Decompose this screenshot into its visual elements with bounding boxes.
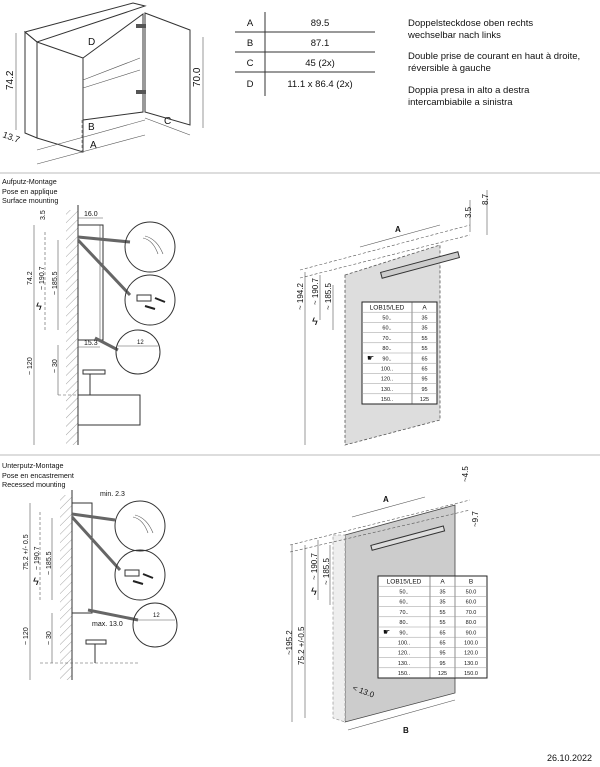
note-line: réversible à gauche (408, 63, 491, 74)
dim-190-7-right-label: ~ 190.7 (310, 553, 319, 580)
surface-mounting-title (2, 177, 58, 206)
table-cell: 65 (439, 630, 446, 637)
max-13-0-label: max. 13.0 (92, 621, 123, 628)
electric-icon: ϟ (36, 301, 42, 313)
label-c: C (164, 116, 172, 127)
dim-3-5-right-label: 3.5 (464, 206, 473, 218)
dim-190-7-right-label: ~ 190.7 (311, 278, 320, 305)
dim-key: C (246, 58, 254, 69)
table-cell: 50.. (382, 315, 392, 322)
dim-value: 45 (2x) (305, 58, 335, 69)
dim-value: 89.5 (310, 18, 330, 29)
title-en: Recessed mounting (2, 480, 66, 489)
table-cell: 70.. (382, 335, 392, 342)
table-cell: 125 (419, 397, 430, 404)
table-header: LOB15/LED (386, 578, 422, 586)
note-line: Double prise de courant en haut à droite, (408, 51, 581, 62)
table-cell: 125 (437, 671, 448, 678)
table-cell: 150.. (397, 671, 411, 678)
table-cell: 65 (421, 356, 428, 363)
table-header: LOB15/LED (369, 304, 405, 312)
table-cell: 80.. (399, 620, 409, 627)
table-cell: 95 (439, 650, 446, 657)
electric-icon: ϟ (312, 316, 318, 328)
dim-75-2-right-label: 75.2 +/-0.5 (297, 626, 306, 665)
table-cell: 100.0 (464, 640, 478, 647)
surface-perspective-view (296, 190, 490, 445)
dim-190-7-label: ~ 190.7 (39, 266, 46, 290)
depth-16-label: 16.0 (84, 211, 98, 218)
dim-195-2-label: ~195.2 (285, 630, 294, 655)
dim-74-2-label: 74.2 (27, 271, 34, 285)
depth-15-3-label: 15.3 (84, 340, 98, 347)
table-header: A (440, 578, 445, 586)
table-cell: 150.0 (464, 671, 478, 678)
table-cell: 35 (421, 315, 428, 322)
detail-12-label: 12 (137, 340, 144, 346)
title-de: Unterputz-Montage (2, 461, 64, 470)
table-cell: 55 (421, 335, 428, 342)
height-74-2-label: 74.2 (5, 70, 16, 90)
dim-a-label: A (395, 225, 401, 234)
pointing-hand-icon: ☛ (367, 353, 375, 363)
dim-30-label: ~ 30 (46, 631, 53, 645)
dim-8-7-label: 8.7 (481, 193, 490, 205)
table-cell: 50.0 (465, 589, 477, 596)
table-cell: 70.. (399, 609, 409, 616)
table-cell: 60.0 (465, 599, 477, 606)
table-cell: 130.. (397, 660, 411, 667)
note-line: wechselbar nach links (408, 30, 501, 41)
table-cell: 95 (421, 376, 428, 383)
note-line: intercambiabile a sinistra (408, 97, 513, 108)
dim-9-7-label: ~9.7 (471, 511, 480, 527)
electric-icon: ϟ (311, 586, 317, 598)
table-cell: 120.. (380, 376, 394, 383)
dim-75-2-label: 75.2 +/- 0.5 (23, 534, 30, 570)
table-cell: 60.. (382, 325, 392, 332)
dim-30-label: ~ 30 (52, 359, 59, 373)
dim-194-2-label: ~ 194.2 (296, 283, 305, 310)
height-70-0-label: 70.0 (192, 67, 203, 87)
dimension-table (235, 12, 375, 96)
label-b: B (88, 122, 95, 133)
table-cell: 55 (439, 620, 446, 627)
surface-side-view (27, 205, 175, 445)
recessed-side-view (23, 490, 177, 680)
table-cell: 95 (439, 660, 446, 667)
dim-value: 11.1 x 86.4 (2x) (287, 79, 353, 90)
cabinet-isometric-drawing (1, 3, 203, 164)
table-cell: 80.. (382, 346, 392, 353)
table-cell: 50.. (399, 589, 409, 596)
depth-13-7-label: 13.7 (1, 129, 22, 145)
note-french (408, 51, 580, 75)
dim-value: 87.1 (310, 38, 330, 49)
table-header: A (422, 304, 427, 312)
dim-4-5-label: ~4.5 (461, 466, 470, 482)
dim-13-0-label: < 13.0 (351, 683, 376, 700)
recessed-perspective-view (285, 466, 487, 735)
dim-120-label: ~ 120 (27, 357, 34, 375)
note-line: Doppia presa in alto a destra (408, 85, 530, 96)
table-cell: 100.. (397, 640, 411, 647)
dim-185-5-label: ~ 185.5 (46, 551, 53, 575)
table-cell: 35 (439, 599, 446, 606)
electric-icon: ϟ (33, 576, 39, 588)
table-cell: 120.. (397, 650, 411, 657)
document-date: 26.10.2022 (546, 753, 592, 763)
table-cell: 35 (439, 589, 446, 596)
table-cell: 90.. (382, 356, 392, 363)
dim-185-5-right-label: ~ 185.5 (324, 283, 333, 310)
table-header: B (468, 578, 474, 586)
table-cell: 90.. (399, 630, 409, 637)
label-a: A (90, 140, 97, 151)
min-2-3-label: min. 2.3 (100, 491, 125, 498)
dim-185-5-label: ~ 185.5 (52, 271, 59, 295)
dim-120-label: ~ 120 (23, 627, 30, 645)
dim-a-label: A (383, 495, 389, 504)
table-cell: 130.0 (464, 660, 478, 667)
table-cell: 65 (421, 366, 428, 373)
table-cell: 120.0 (464, 650, 478, 657)
table-cell: 95 (421, 386, 428, 393)
dim-key: B (246, 38, 254, 49)
dim-key: A (246, 18, 254, 29)
dim-key: D (246, 79, 254, 90)
table-cell: 55 (421, 346, 428, 353)
note-italian (408, 85, 529, 109)
dim-185-5-right-label: ~ 185.5 (322, 558, 331, 585)
table-cell: 60.. (399, 599, 409, 606)
table-cell: 80.0 (465, 620, 477, 627)
label-d: D (88, 37, 96, 48)
pointing-hand-icon: ☛ (383, 627, 391, 637)
table-cell: 70.0 (465, 609, 477, 616)
table-cell: 130.. (380, 386, 394, 393)
detail-12-label: 12 (153, 613, 160, 619)
note-line: Doppelsteckdose oben rechts (408, 18, 534, 29)
table-cell: 150.. (380, 397, 394, 404)
dim-3-5-label: 3.5 (40, 210, 47, 220)
table-cell: 65 (439, 640, 446, 647)
table-cell: 100.. (380, 366, 394, 373)
title-de: Aufputz-Montage (2, 177, 57, 186)
note-german (408, 18, 533, 42)
table-cell: 90.0 (465, 630, 477, 637)
title-fr: Pose en encastrement (2, 470, 74, 480)
dim-b-label: B (403, 726, 409, 735)
table-cell: 35 (421, 325, 428, 332)
title-fr: Pose en applique (2, 186, 58, 196)
table-cell: 55 (439, 609, 446, 616)
dim-190-7-label: ~ 190.7 (34, 546, 41, 570)
recessed-mounting-title (2, 461, 74, 490)
title-en: Surface mounting (2, 196, 59, 205)
